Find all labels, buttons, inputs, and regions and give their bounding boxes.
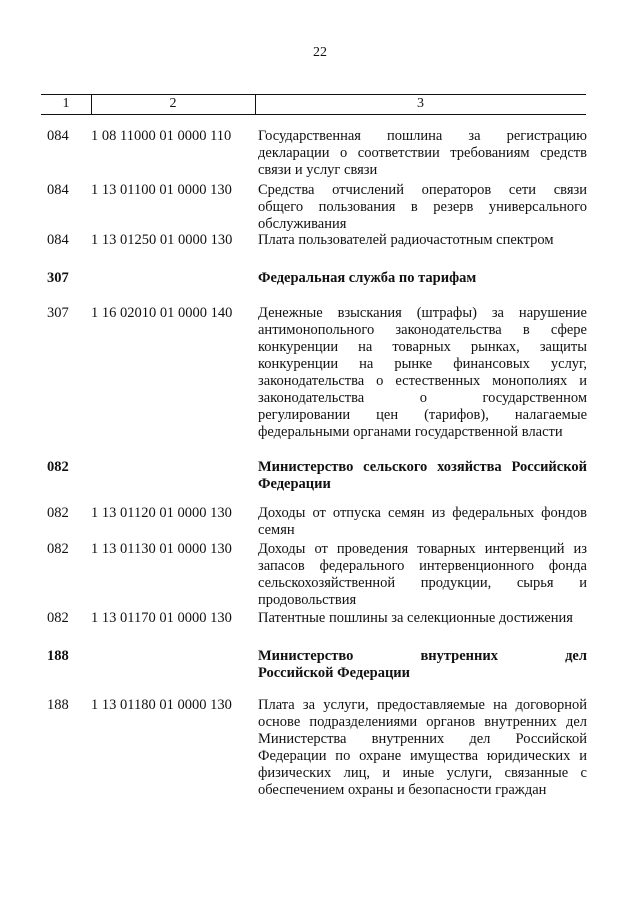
description-line: законодательства о государственном <box>258 390 587 406</box>
description-line: семян <box>258 522 295 538</box>
description-line: регулировании цен (тарифов), налагаемые <box>258 407 587 423</box>
description-line: Федеральная служба по тарифам <box>258 270 477 286</box>
description-line: запасов федерального интервенционного фонда <box>258 558 587 574</box>
admin-code-cell: 084 <box>47 128 69 144</box>
description-line: декларации о соответствии требованиям средств <box>258 145 587 161</box>
description-cell <box>258 610 587 627</box>
revenue-code-cell: 1 13 01120 01 0000 130 <box>91 505 232 521</box>
revenue-code-cell: 1 13 01180 01 0000 130 <box>91 697 232 713</box>
revenue-code-cell: 1 13 01170 01 0000 130 <box>91 610 232 626</box>
header-col-3: 3 <box>417 96 424 111</box>
admin-code-cell: 188 <box>47 648 69 664</box>
description-line: сельскохозяйственной продукции, сырья и <box>258 575 587 591</box>
description-line: Доходы от отпуска семян из федеральных фондов <box>258 505 587 521</box>
description-line: конкуренции на рынке финансовых услуг, <box>258 356 587 372</box>
table-header <box>41 94 586 116</box>
description-cell <box>258 232 587 249</box>
agency-name-cell <box>258 648 587 682</box>
description-line: Государственная пошлина за регистрацию <box>258 128 587 144</box>
description-line: Министерство сельского хозяйства Российской <box>258 459 587 475</box>
description-line: общего пользования в резерв универсального <box>258 199 587 215</box>
admin-code-cell: 307 <box>47 305 69 321</box>
description-line: федеральными органами государственной власти <box>258 424 563 440</box>
admin-code-cell: 307 <box>47 270 69 286</box>
description-line: Средства отчислений операторов сети связи <box>258 182 587 198</box>
admin-code-cell: 082 <box>47 459 69 475</box>
description-cell <box>258 128 587 179</box>
description-line: Российской Федерации <box>258 665 411 681</box>
description-cell <box>258 505 587 539</box>
admin-code-cell: 082 <box>47 505 69 521</box>
admin-code-cell: 082 <box>47 610 69 626</box>
description-line: продовольствия <box>258 592 357 608</box>
description-line: антимонопольного законодательства в сфере <box>258 322 587 338</box>
description-cell <box>258 541 587 609</box>
description-cell <box>258 697 587 799</box>
description-cell <box>258 182 587 233</box>
description-cell <box>258 305 587 441</box>
description-line: Федерации по охране имущества юридических и <box>258 748 587 764</box>
description-line: Министерство внутренних дел <box>258 648 587 664</box>
description-line: обеспечением охраны и безопасности граждан <box>258 782 547 798</box>
admin-code-cell: 188 <box>47 697 69 713</box>
description-line: Федерации <box>258 476 331 492</box>
header-col-2: 2 <box>169 96 177 111</box>
description-line: Доходы от проведения товарных интервенций из <box>258 541 587 557</box>
page-number: 22 <box>313 45 327 60</box>
agency-name-cell <box>258 459 587 493</box>
description-line: физических лиц, и иные услуги, связанные с <box>258 765 587 781</box>
revenue-code-cell: 1 13 01130 01 0000 130 <box>91 541 232 557</box>
description-line: Плата за услуги, предоставляемые на договорной <box>258 697 587 713</box>
admin-code-cell: 084 <box>47 232 69 248</box>
description-line: законодательства о естественных монополиях и <box>258 373 587 389</box>
description-line: конкуренции на товарных рынках, защиты <box>258 339 587 355</box>
description-line: обслуживания <box>258 216 347 232</box>
revenue-code-cell: 1 13 01100 01 0000 130 <box>91 182 232 198</box>
description-line: Министерства внутренних дел Российской <box>258 731 587 747</box>
admin-code-cell: 084 <box>47 182 69 198</box>
revenue-code-cell: 1 16 02010 01 0000 140 <box>91 305 233 321</box>
revenue-code-cell: 1 13 01250 01 0000 130 <box>91 232 233 248</box>
description-line: связи и услуг связи <box>258 162 378 178</box>
header-bottom-rule <box>41 114 586 115</box>
description-line: Патентные пошлины за селекционные достижения <box>258 610 573 626</box>
admin-code-cell: 082 <box>47 541 69 557</box>
description-line: Плата пользователей радиочастотным спектром <box>258 232 554 248</box>
agency-name-cell <box>258 270 587 287</box>
description-line: основе подразделениями органов внутренних дел <box>258 714 587 730</box>
revenue-code-cell: 1 08 11000 01 0000 110 <box>91 128 232 144</box>
description-line: Денежные взыскания (штрафы) за нарушение <box>258 305 587 321</box>
header-col-1: 1 <box>62 96 70 111</box>
